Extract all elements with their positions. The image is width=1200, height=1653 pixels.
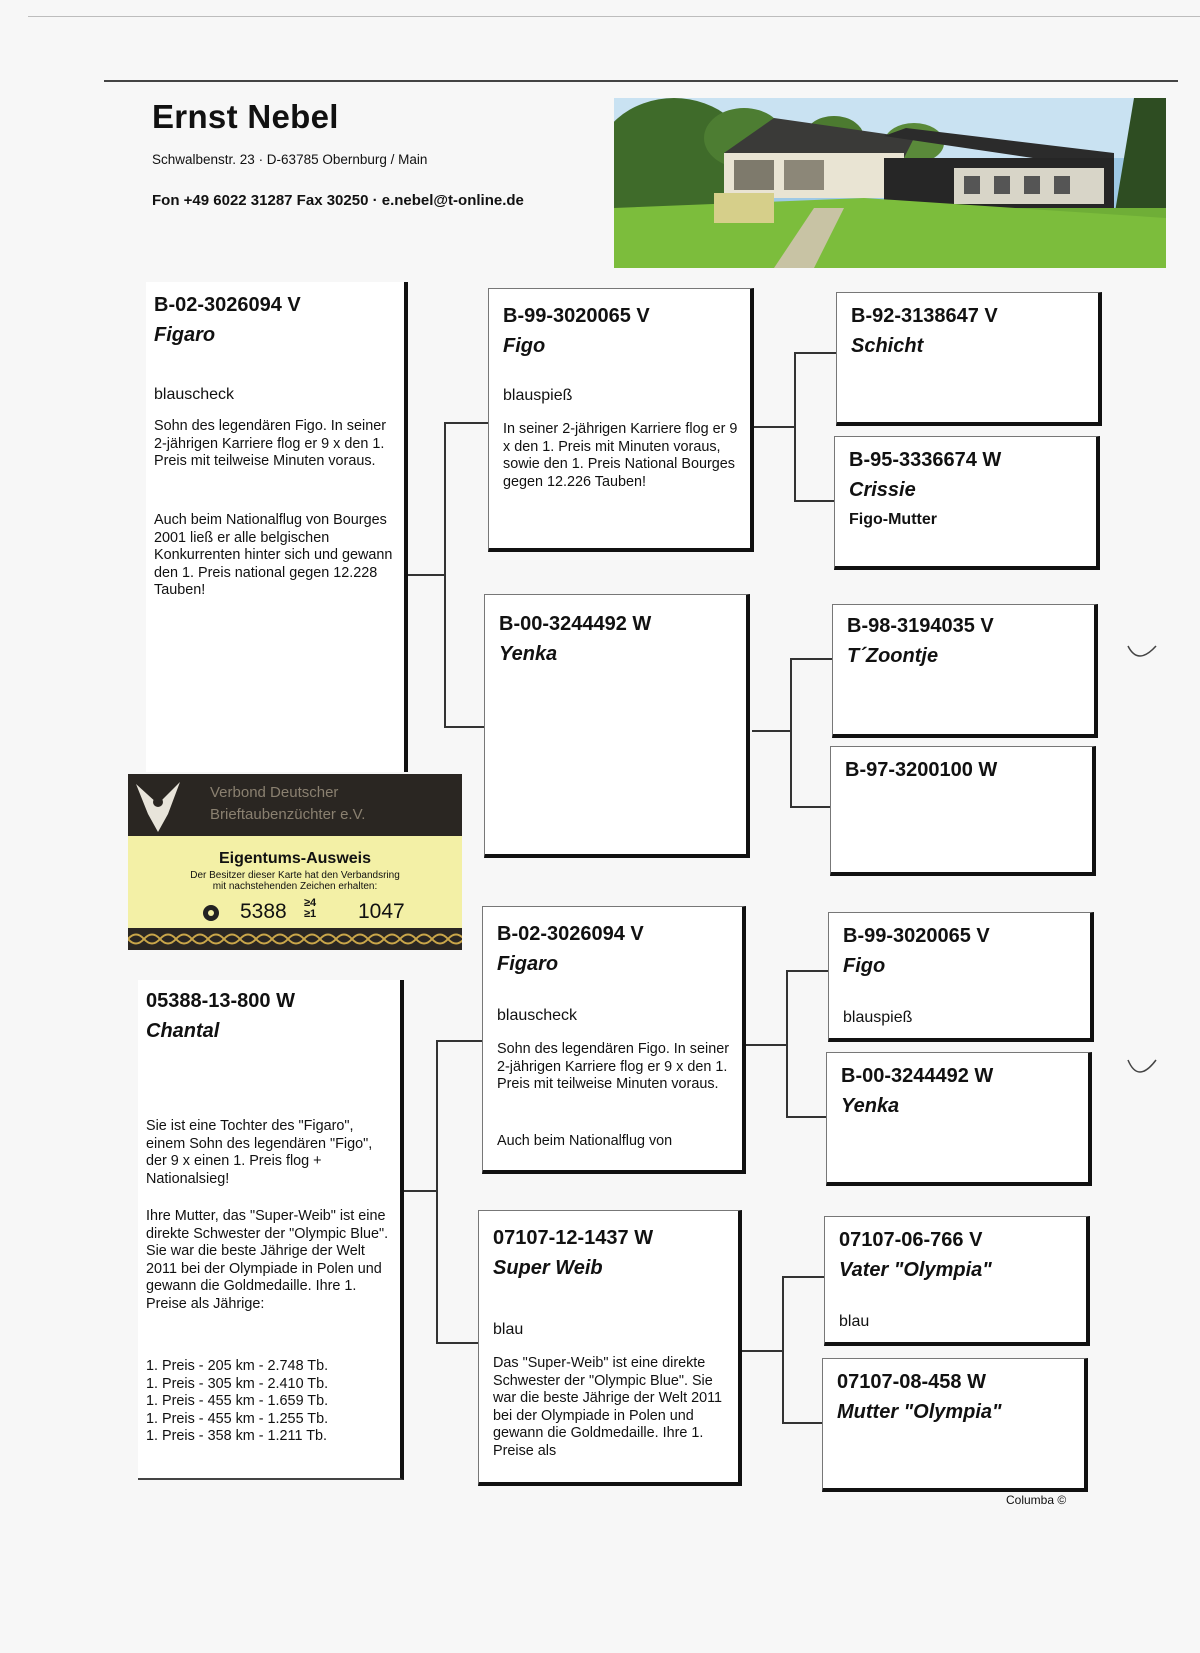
- pigeon-description: Sohn des legendären Figo. In seiner 2-jährigen Karriere flog er 9 x den 1. Preis mit teilweise Minuten voraus.: [497, 1041, 730, 1092]
- connector: [406, 574, 446, 576]
- pigeon-color: blauscheck: [154, 386, 235, 403]
- punch-hole-mark: [1122, 1050, 1162, 1090]
- pigeon-card-b97: [830, 746, 1096, 876]
- breeder-contact: Fon +49 6022 31287 Fax 30250 · e.nebel@t-online.de: [152, 192, 524, 209]
- pigeon-description: Sohn des legendären Figo. In seiner 2-jährigen Karriere flog er 9 x den 1. Preis mit teilweise Minuten voraus.: [154, 418, 387, 469]
- connector: [444, 726, 488, 728]
- result-item: 1. Preis - 305 km - 2.410 Tb.: [146, 1375, 329, 1392]
- card-header: [128, 774, 462, 836]
- pigeon-name: T´Zoontje: [847, 645, 939, 667]
- ring-number: B-99-3020065 V: [843, 925, 990, 947]
- card-subtext: [128, 870, 462, 892]
- results-list: [146, 1358, 392, 1446]
- breeder-address: Schwalbenstr. 23 · D-63785 Obernburg / Main: [152, 152, 428, 167]
- connector: [794, 500, 836, 502]
- pigeon-description: In seiner 2-jährigen Karriere flog er 9 x den 1. Preis mit Minuten voraus, sowie den 1. Preis National Bourges gegen 12.226 Tauben!: [503, 421, 738, 490]
- card-org-line1: Verbond Deutscher: [210, 784, 339, 801]
- result-item: 1. Preis - 205 km - 2.748 Tb.: [146, 1358, 329, 1374]
- connector: [744, 1044, 788, 1046]
- pigeon-name: Yenka: [841, 1095, 900, 1117]
- card-number-association: 5388: [240, 900, 287, 923]
- connector: [790, 658, 832, 660]
- pigeon-description: Auch beim Nationalflug von: [497, 1133, 673, 1149]
- result-item: 1. Preis - 358 km - 1.211 Tb.: [146, 1428, 328, 1444]
- loft-photo: [614, 98, 1166, 268]
- pigeon-description: Auch beim Nationalflug von Bourges 2001 ließ er alle belgischen Konkurrenten hinter sich und gewann den 1. Preis national gegen 12.228 Tauben!: [154, 512, 393, 598]
- connector: [786, 1116, 828, 1118]
- connector: [444, 422, 488, 424]
- pigeon-card-figaro-sire: [482, 906, 746, 1174]
- pigeon-name: Crissie: [849, 479, 916, 501]
- card-year-top: ≥4: [304, 897, 317, 909]
- connector: [436, 1342, 482, 1344]
- pigeon-description: Ihre Mutter, das "Super-Weib" ist eine direkte Schwester der "Olympic Blue". Sie war die beste Jährige der Welt 2011 bei der Olympiade in Polen und gewann die Goldmedaille. Ihre 1. Preise als Jährige:: [146, 1208, 389, 1312]
- connector: [782, 1276, 824, 1278]
- pigeon-name: Figo: [503, 335, 546, 357]
- ring-number: B-98-3194035 V: [847, 615, 994, 637]
- pigeon-name: Figo: [843, 955, 886, 977]
- punch-hole-mark: [1122, 636, 1162, 676]
- pigeon-card-tzoontje: [832, 604, 1098, 738]
- pigeon-card-yenka: [484, 594, 750, 858]
- connector: [786, 970, 788, 1118]
- pigeon-name: Chantal: [146, 1020, 220, 1042]
- pigeon-color: blau: [493, 1321, 524, 1338]
- connector: [790, 658, 792, 808]
- ring-number: B-02-3026094 V: [154, 294, 301, 316]
- connector: [782, 1276, 784, 1424]
- ring-number: 07107-06-766 V: [839, 1229, 983, 1251]
- card-year: [304, 898, 316, 920]
- ring-number: B-00-3244492 W: [499, 613, 652, 635]
- card-number-ring: 1047: [358, 900, 405, 923]
- pigeon-name: Yenka: [499, 643, 558, 665]
- ring-number: B-00-3244492 W: [841, 1065, 994, 1087]
- pigeon-card-figo: [488, 288, 754, 552]
- pigeon-card-figaro: [146, 282, 408, 772]
- copyright-footer: Columba ©: [1006, 1493, 1067, 1507]
- pigeon-card-super-weib: [478, 1210, 742, 1486]
- pigeon-name: Figaro: [154, 324, 216, 346]
- result-item: 1. Preis - 455 km - 1.659 Tb.: [146, 1393, 329, 1409]
- card-subtext-line: Der Besitzer dieser Karte hat den Verbandsring: [190, 870, 400, 881]
- ownership-card: [128, 774, 462, 970]
- connector: [444, 422, 446, 728]
- pigeon-name: Figaro: [497, 953, 559, 975]
- pigeon-card-mutter-olympia: [822, 1358, 1088, 1492]
- connector: [752, 730, 792, 732]
- breeder-name: Ernst Nebel: [152, 98, 339, 135]
- ring-number: B-02-3026094 V: [497, 923, 644, 945]
- pigeon-card-figo-2: [828, 912, 1094, 1042]
- result-item: 1. Preis - 455 km - 1.255 Tb.: [146, 1410, 329, 1427]
- pigeon-color: blauspieß: [503, 387, 573, 404]
- connector: [402, 1190, 438, 1192]
- pigeon-color: blauspieß: [843, 1009, 913, 1026]
- card-subtext-line: mit nachstehenden Zeichen erhalten:: [212, 881, 378, 892]
- connector: [794, 352, 796, 502]
- ring-number: B-92-3138647 V: [851, 305, 998, 327]
- pigeon-card-yenka-2: [826, 1052, 1092, 1186]
- card-pattern-band: [128, 928, 462, 950]
- pigeon-name: Mutter "Olympia": [837, 1401, 1002, 1423]
- ring-number: B-99-3020065 V: [503, 305, 650, 327]
- pigeon-card-chantal: [138, 980, 404, 1480]
- pigeon-name: Super Weib: [493, 1257, 603, 1279]
- pigeon-color: blauscheck: [497, 1007, 578, 1024]
- connector: [436, 1040, 482, 1042]
- ring-number: 07107-12-1437 W: [493, 1227, 654, 1249]
- pigeon-logo-icon: [128, 774, 198, 836]
- connector: [786, 970, 828, 972]
- connector: [742, 1350, 784, 1352]
- ring-number: 05388-13-800 W: [146, 990, 295, 1012]
- card-year-bottom: ≥1: [304, 908, 317, 920]
- connector: [790, 806, 832, 808]
- pigeon-color: blau: [839, 1313, 870, 1330]
- connector: [752, 426, 794, 428]
- connector: [436, 1040, 438, 1344]
- top-rule: [28, 16, 1200, 17]
- emblem-icon: [200, 902, 222, 924]
- card-title: Eigentums-Ausweis: [218, 850, 372, 867]
- pigeon-card-crissie: [834, 436, 1100, 570]
- pigeon-card-schicht: [836, 292, 1102, 426]
- connector: [794, 352, 836, 354]
- card-org-line2: Brieftaubenzüchter e.V.: [210, 806, 366, 823]
- pigeon-name: Schicht: [851, 335, 924, 357]
- pigeon-description: Sie ist eine Tochter des "Figaro", einem Sohn des legendären "Figo", der 9 x einen 1. Preis flog + Nationalsieg!: [146, 1118, 373, 1187]
- connector: [782, 1422, 824, 1424]
- header-rule: [104, 80, 1178, 82]
- pigeon-name: Vater "Olympia": [839, 1259, 992, 1281]
- pigeon-note: Figo-Mutter: [849, 511, 937, 528]
- pigeon-card-vater-olympia: [824, 1216, 1090, 1346]
- ring-number: 07107-08-458 W: [837, 1371, 986, 1393]
- pigeon-description: Das "Super-Weib" ist eine direkte Schwester der "Olympic Blue". Sie war die beste Jährige der Welt 2011 bei der Olympiade in Polen und gewann die Goldmedaille. Ihre 1. Preise als: [493, 1355, 723, 1459]
- ring-number: B-95-3336674 W: [849, 449, 1002, 471]
- ring-number: B-97-3200100 W: [845, 759, 998, 781]
